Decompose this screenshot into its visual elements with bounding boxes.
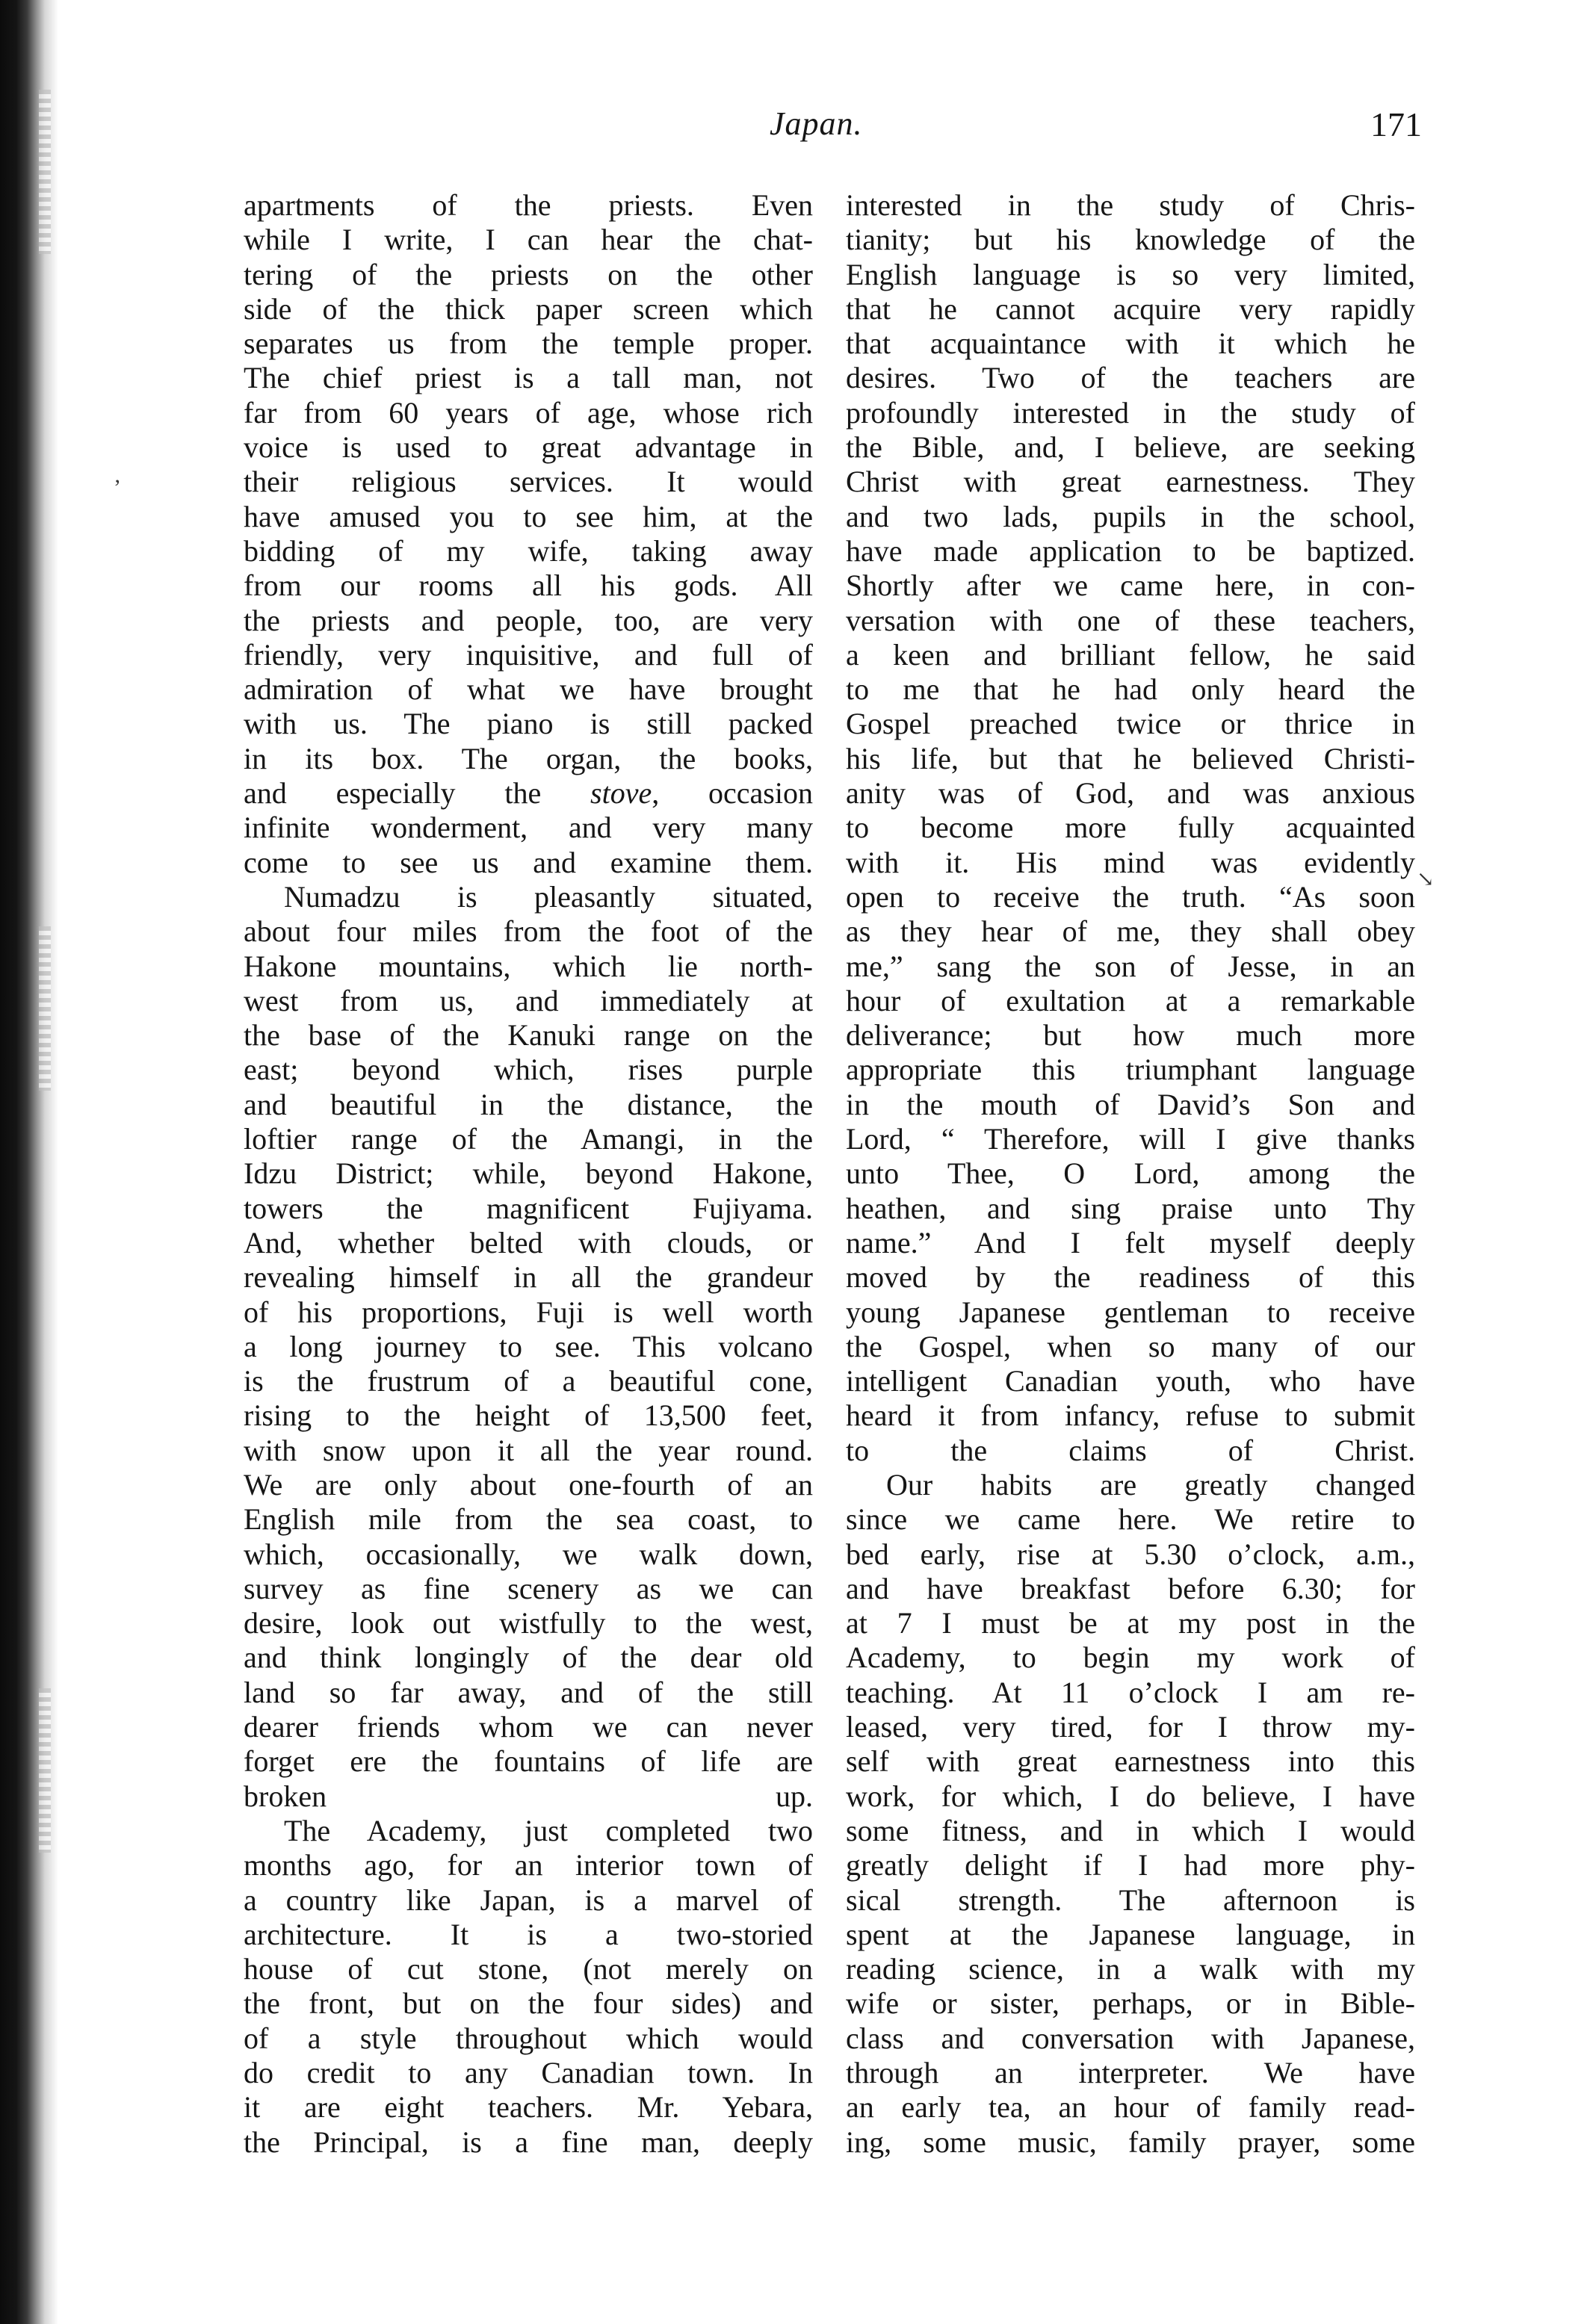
text-line: interested in the study of Chris- bbox=[846, 188, 1415, 222]
text-line: towers the magnificent Fujiyama. bbox=[244, 1191, 813, 1225]
text-line: We are only about one-fourth of an bbox=[244, 1467, 813, 1502]
text-line: months ago, for an interior town of bbox=[244, 1848, 813, 1883]
text-line: of a style throughout which would bbox=[244, 2021, 813, 2055]
text-line: which, occasionally, we walk down, bbox=[244, 1537, 813, 1571]
text-line: self with great earnestness into this bbox=[846, 1744, 1415, 1779]
text-line: friendly, very inquisitive, and full of bbox=[244, 637, 813, 672]
text-line: house of cut stone, (not merely on bbox=[244, 1952, 813, 1986]
text-line: the priests and people, too, are very bbox=[244, 603, 813, 637]
binding-streak bbox=[39, 1688, 51, 1853]
text-line: west from us, and immediately at bbox=[244, 983, 813, 1017]
text-line: some fitness, and in which I would bbox=[846, 1813, 1415, 1847]
text-line: from our rooms all his gods. All bbox=[244, 568, 813, 603]
text-line: an early tea, an hour of family read- bbox=[846, 2090, 1415, 2125]
text-line: broken up. bbox=[244, 1779, 813, 1813]
text-line: to become more fully acquainted bbox=[846, 811, 1415, 845]
text-line: through an interpreter. We have bbox=[846, 2056, 1415, 2090]
text-line: name.” And I felt myself deeply bbox=[846, 1225, 1415, 1259]
text-line: architecture. It is a two-storied bbox=[244, 1917, 813, 1951]
text-line: Hakone mountains, which lie north- bbox=[244, 949, 813, 983]
text-line: do credit to any Canadian town. In bbox=[244, 2056, 813, 2090]
text-line: the front, but on the four sides) and bbox=[244, 1986, 813, 2021]
text-line: ing, some music, family prayer, some bbox=[846, 2125, 1415, 2159]
text-line: sical strength. The afternoon is bbox=[846, 1883, 1415, 1917]
text-line: about four miles from the foot of the bbox=[244, 914, 813, 949]
text-line: profoundly interested in the study of bbox=[846, 395, 1415, 430]
text-line: a country like Japan, is a marvel of bbox=[244, 1883, 813, 1917]
text-line: and have breakfast before 6.30; for bbox=[846, 1571, 1415, 1605]
text-line: since we came here. We retire to bbox=[846, 1502, 1415, 1537]
text-line: tianity; but his knowledge of the bbox=[846, 223, 1415, 257]
text-line: intelligent Canadian youth, who have bbox=[846, 1364, 1415, 1398]
text-line: The chief priest is a tall man, not bbox=[244, 361, 813, 395]
text-line: far from 60 years of age, whose rich bbox=[244, 395, 813, 430]
text-line: is the frustrum of a beautiful cone, bbox=[244, 1364, 813, 1398]
text-line: bed early, rise at 5.30 o’clock, a.m., bbox=[846, 1537, 1415, 1571]
text-line: the Gospel, when so many of our bbox=[846, 1329, 1415, 1363]
text-line: admiration of what we have brought bbox=[244, 672, 813, 707]
text-line: Idzu District; while, beyond Hakone, bbox=[244, 1156, 813, 1191]
text-line: the Principal, is a fine man, deeply bbox=[244, 2125, 813, 2159]
binding-streak bbox=[39, 926, 51, 1091]
text-line: heard it from infancy, refuse to submit bbox=[846, 1398, 1415, 1433]
text-line: land so far away, and of the still bbox=[244, 1675, 813, 1709]
text-line: me,” sang the son of Jesse, in an bbox=[846, 949, 1415, 983]
text-line: anity was of God, and was anxious bbox=[846, 776, 1415, 811]
text-line: bidding of my wife, taking away bbox=[244, 533, 813, 568]
paragraph bbox=[244, 188, 813, 880]
text-line: heathen, and sing praise unto Thy bbox=[846, 1191, 1415, 1225]
text-line: deliverance; but how much more bbox=[846, 1018, 1415, 1053]
text-line: The Academy, just completed two bbox=[284, 1813, 813, 1847]
text-line: survey as fine scenery as we can bbox=[244, 1571, 813, 1605]
text-line: tering of the priests on the other bbox=[244, 257, 813, 291]
text-line: and especially the stove, occasion bbox=[244, 776, 813, 811]
text-line: with snow upon it all the year round. bbox=[244, 1433, 813, 1467]
text-line: in its box. The organ, the books, bbox=[244, 741, 813, 775]
text-line: that he cannot acquire very rapidly bbox=[846, 291, 1415, 326]
text-line: wife or sister, perhaps, or in Bible- bbox=[846, 1986, 1415, 2021]
text-line: Gospel preached twice or thrice in bbox=[846, 707, 1415, 741]
text-line: Our habits are greatly changed bbox=[886, 1467, 1415, 1502]
text-line: forget ere the fountains of life are bbox=[244, 1744, 813, 1779]
text-line: leased, very tired, for I throw my- bbox=[846, 1710, 1415, 1744]
paragraph bbox=[244, 880, 813, 1814]
text-line: apartments of the priests. Even bbox=[244, 188, 813, 222]
text-line: Numadzu is pleasantly situated, bbox=[284, 879, 813, 914]
paragraph bbox=[846, 188, 1415, 1468]
text-line: separates us from the temple proper. bbox=[244, 326, 813, 361]
text-line: their religious services. It would bbox=[244, 465, 813, 499]
text-line: to me that he had only heard the bbox=[846, 672, 1415, 707]
text-line: Academy, to begin my work of bbox=[846, 1640, 1415, 1675]
text-line: spent at the Japanese language, in bbox=[846, 1917, 1415, 1951]
text-line: east; beyond which, rises purple bbox=[244, 1053, 813, 1087]
text-line: hour of exultation at a remarkable bbox=[846, 983, 1415, 1017]
text-line: side of the thick paper screen which bbox=[244, 291, 813, 326]
text-line: desires. Two of the teachers are bbox=[846, 361, 1415, 395]
text-line: his life, but that he believed Christi- bbox=[846, 741, 1415, 775]
text-line: work, for which, I do believe, I have bbox=[846, 1779, 1415, 1813]
text-line: Christ with great earnestness. They bbox=[846, 465, 1415, 499]
stray-ink-mark: ’ bbox=[114, 475, 121, 500]
text-line: a keen and brilliant fellow, he said bbox=[846, 637, 1415, 672]
text-line: the Bible, and, I believe, are seeking bbox=[846, 430, 1415, 465]
text-line: open to receive the truth. “As soon bbox=[846, 879, 1415, 914]
text-line: loftier range of the Amangi, in the bbox=[244, 1122, 813, 1156]
text-line: that acquaintance with it which he bbox=[846, 326, 1415, 361]
text-line: class and conversation with Japanese, bbox=[846, 2021, 1415, 2055]
text-line: have amused you to see him, at the bbox=[244, 499, 813, 533]
text-line: with us. The piano is still packed bbox=[244, 707, 813, 741]
text-line: English language is so very limited, bbox=[846, 257, 1415, 291]
text-line: in the mouth of David’s Son and bbox=[846, 1087, 1415, 1121]
text-line: and think longingly of the dear old bbox=[244, 1640, 813, 1675]
page-number: 171 bbox=[1370, 105, 1422, 143]
right-text-column bbox=[846, 188, 1415, 2160]
text-line: and beautiful in the distance, the bbox=[244, 1087, 813, 1121]
left-text-column bbox=[244, 188, 813, 2160]
text-line: of his proportions, Fuji is well worth bbox=[244, 1295, 813, 1329]
text-line: infinite wonderment, and very many bbox=[244, 811, 813, 845]
binding-streak bbox=[39, 90, 51, 254]
text-line: Shortly after we came here, in con- bbox=[846, 568, 1415, 603]
text-line: Lord, “ Therefore, will I give thanks bbox=[846, 1122, 1415, 1156]
text-line: reading science, in a walk with my bbox=[846, 1952, 1415, 1986]
running-head: Japan. bbox=[770, 105, 863, 142]
text-line: greatly delight if I had more phy- bbox=[846, 1848, 1415, 1883]
text-line: revealing himself in all the grandeur bbox=[244, 1260, 813, 1295]
text-line: to the claims of Christ. bbox=[846, 1433, 1415, 1467]
emphasis: stove bbox=[590, 776, 652, 811]
text-line: desire, look out wistfully to the west, bbox=[244, 1606, 813, 1640]
text-line: the base of the Kanuki range on the bbox=[244, 1018, 813, 1053]
text-line: come to see us and examine them. bbox=[244, 845, 813, 879]
text-line: young Japanese gentleman to receive bbox=[846, 1295, 1415, 1329]
text-line: while I write, I can hear the chat- bbox=[244, 223, 813, 257]
text-line: as they hear of me, they shall obey bbox=[846, 914, 1415, 949]
text-line: a long journey to see. This volcano bbox=[244, 1329, 813, 1363]
stray-ink-mark: ↘ bbox=[1417, 868, 1435, 891]
text-line: have made application to be baptized. bbox=[846, 533, 1415, 568]
paragraph bbox=[846, 1468, 1415, 2160]
text-line: teaching. At 11 o’clock I am re- bbox=[846, 1675, 1415, 1709]
text-line: and two lads, pupils in the school, bbox=[846, 499, 1415, 533]
text-line: with it. His mind was evidently bbox=[846, 845, 1415, 879]
text-line: it are eight teachers. Mr. Yebara, bbox=[244, 2090, 813, 2125]
text-line: voice is used to great advantage in bbox=[244, 430, 813, 465]
text-line: appropriate this triumphant language bbox=[846, 1053, 1415, 1087]
text-line: at 7 I must be at my post in the bbox=[846, 1606, 1415, 1640]
text-line: And, whether belted with clouds, or bbox=[244, 1225, 813, 1259]
text-line: dearer friends whom we can never bbox=[244, 1710, 813, 1744]
text-line: versation with one of these teachers, bbox=[846, 603, 1415, 637]
paragraph bbox=[244, 1814, 813, 2160]
binding-shadow bbox=[0, 0, 58, 2324]
text-line: English mile from the sea coast, to bbox=[244, 1502, 813, 1537]
text-line: unto Thee, O Lord, among the bbox=[846, 1156, 1415, 1191]
text-line: rising to the height of 13,500 feet, bbox=[244, 1398, 813, 1433]
text-line: moved by the readiness of this bbox=[846, 1260, 1415, 1295]
